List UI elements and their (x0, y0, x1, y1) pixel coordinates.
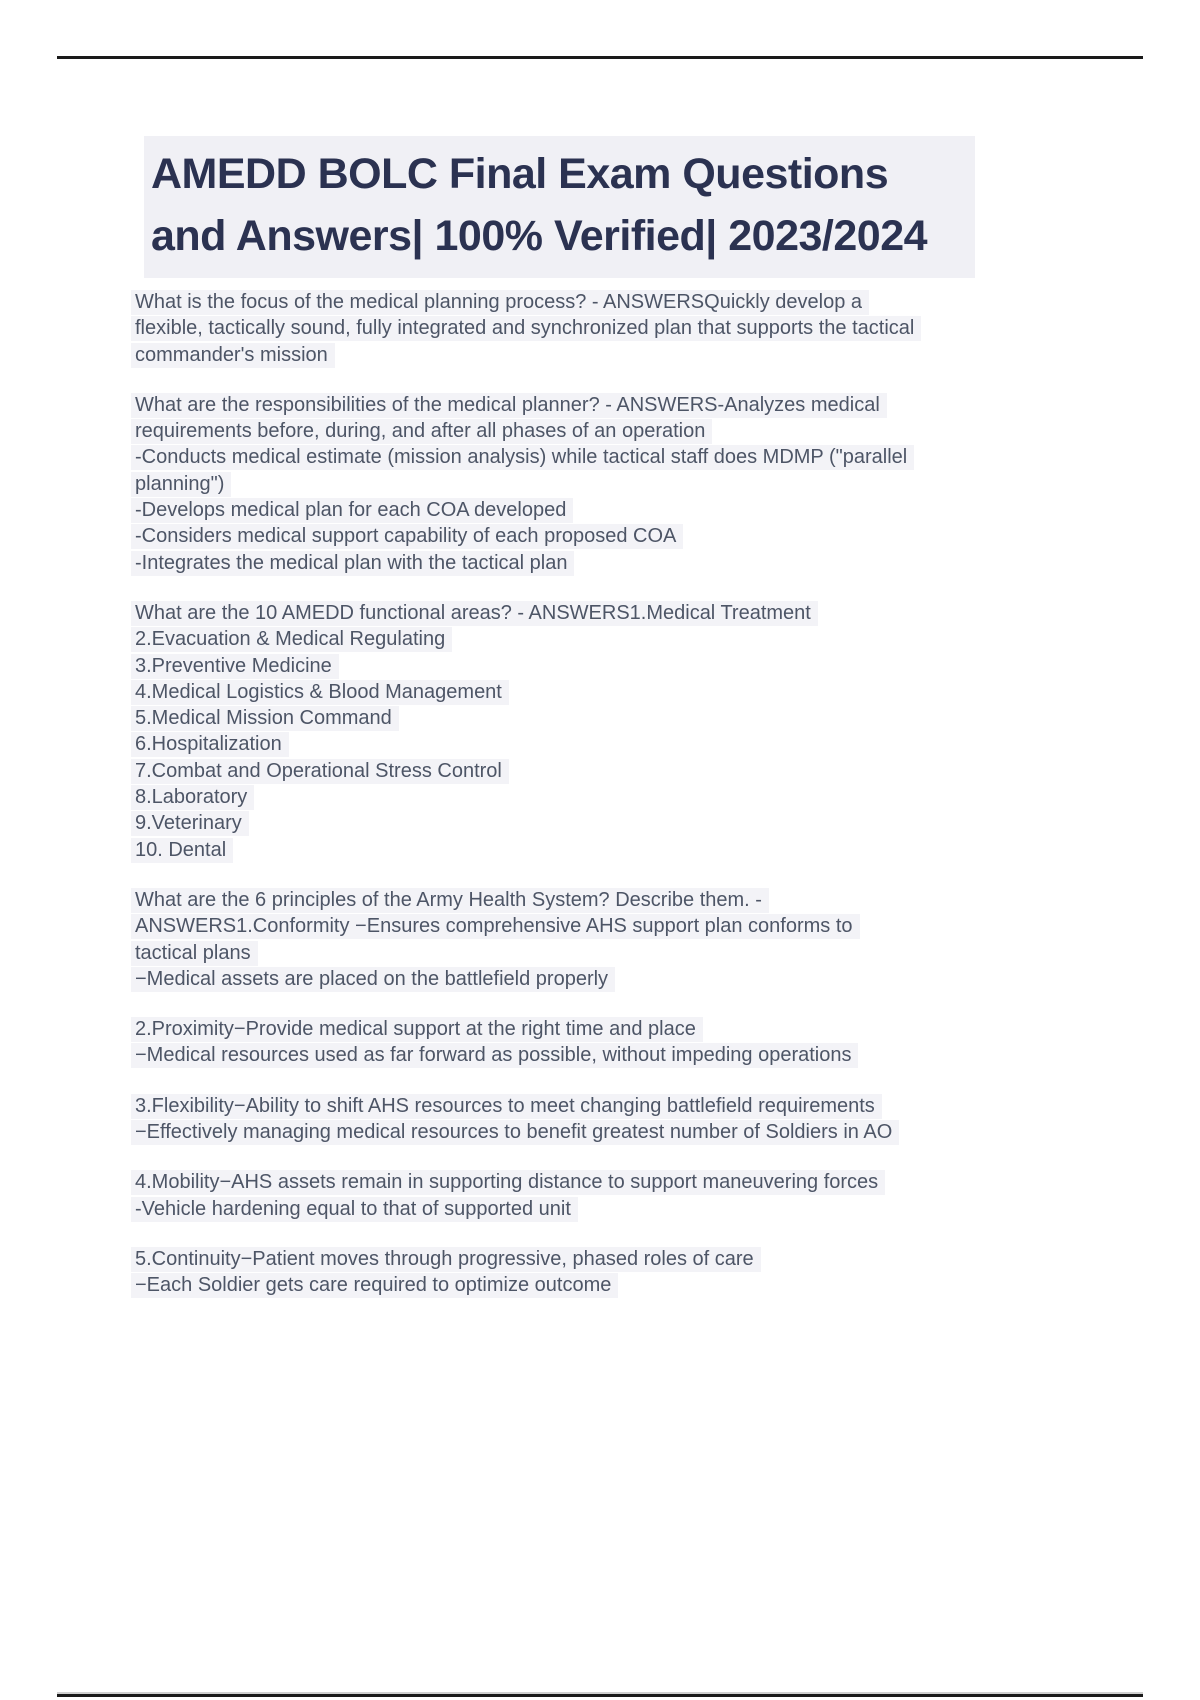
text-line (135, 392, 1145, 418)
text-line (135, 758, 1145, 784)
top-rule (57, 56, 1143, 59)
text-line (135, 315, 1145, 341)
highlighted-text: 5.Medical Mission Command (131, 706, 399, 731)
text-line (135, 1119, 1145, 1145)
highlighted-text: tactical plans (131, 941, 258, 966)
highlighted-text: 7.Combat and Operational Stress Control (131, 759, 509, 784)
text-line (135, 705, 1145, 731)
highlighted-text: What are the 10 AMEDD functional areas? - ANSWERS1.Medical Treatment (131, 601, 818, 626)
highlighted-text: 3.Preventive Medicine (131, 654, 339, 679)
text-line (135, 1169, 1145, 1195)
text-line (135, 653, 1145, 679)
highlighted-text: What are the 6 principles of the Army Health System? Describe them. - (131, 888, 769, 913)
highlighted-text: -Considers medical support capability of each proposed COA (131, 524, 683, 549)
title-line-1: AMEDD BOLC Final Exam Questions (151, 150, 889, 198)
text-line (135, 1246, 1145, 1272)
text-line (135, 810, 1145, 836)
text-line (135, 966, 1145, 992)
highlighted-text: What is the focus of the medical planning process? - ANSWERSQuickly develop a (131, 290, 869, 315)
text-line (135, 600, 1145, 626)
highlighted-text: 5.Continuity−Patient moves through progressive, phased roles of care (131, 1247, 761, 1272)
text-line (135, 1042, 1145, 1068)
text-line (135, 342, 1145, 368)
document-body (135, 289, 1145, 1323)
highlighted-text: flexible, tactically sound, fully integrated and synchronized plan that supports the tactical (131, 316, 921, 341)
highlighted-text: -Integrates the medical plan with the tactical plan (131, 551, 574, 576)
paragraph (135, 1093, 1145, 1146)
highlighted-text: 10. Dental (131, 838, 233, 863)
highlighted-text: ANSWERS1.Conformity −Ensures comprehensive AHS support plan conforms to (131, 914, 860, 939)
text-line (135, 550, 1145, 576)
highlighted-text: 4.Mobility−AHS assets remain in supporting distance to support maneuvering forces (131, 1170, 885, 1195)
text-line (135, 1196, 1145, 1222)
text-line (135, 1016, 1145, 1042)
text-line (135, 940, 1145, 966)
highlighted-text: 8.Laboratory (131, 785, 254, 810)
paragraph (135, 600, 1145, 863)
text-line (135, 731, 1145, 757)
highlighted-text: −Effectively managing medical resources to benefit greatest number of Soldiers in AO (131, 1120, 899, 1145)
text-line (135, 679, 1145, 705)
title-line-2: and Answers| 100% Verified| 2023/2024 (151, 212, 928, 260)
text-line (135, 497, 1145, 523)
text-line (135, 784, 1145, 810)
paragraph (135, 1016, 1145, 1069)
paragraph (135, 1169, 1145, 1222)
text-line (135, 913, 1145, 939)
text-line (135, 1272, 1145, 1298)
highlighted-text: −Each Soldier gets care required to optimize outcome (131, 1273, 618, 1298)
text-line (135, 471, 1145, 497)
text-line (135, 444, 1145, 470)
paragraph (135, 289, 1145, 368)
paragraph (135, 1246, 1145, 1299)
paragraph (135, 887, 1145, 992)
text-line (135, 1093, 1145, 1119)
bottom-rule (57, 1694, 1143, 1697)
highlighted-text: 9.Veterinary (131, 811, 249, 836)
highlighted-text: commander's mission (131, 343, 335, 368)
highlighted-text: 2.Evacuation & Medical Regulating (131, 627, 452, 652)
text-line (135, 289, 1145, 315)
highlighted-text: 6.Hospitalization (131, 732, 289, 757)
highlighted-text: -Conducts medical estimate (mission analysis) while tactical staff does MDMP ("parallel (131, 445, 914, 470)
text-line (135, 837, 1145, 863)
highlighted-text: -Vehicle hardening equal to that of supported unit (131, 1197, 578, 1222)
text-line (135, 887, 1145, 913)
highlighted-text: requirements before, during, and after all phases of an operation (131, 419, 712, 444)
text-line (135, 626, 1145, 652)
highlighted-text: planning") (131, 472, 231, 497)
paragraph (135, 392, 1145, 576)
text-line (135, 523, 1145, 549)
highlighted-text: -Develops medical plan for each COA developed (131, 498, 573, 523)
text-line (135, 418, 1145, 444)
highlighted-text: 3.Flexibility−Ability to shift AHS resources to meet changing battlefield requirements (131, 1094, 882, 1119)
highlighted-text: 4.Medical Logistics & Blood Management (131, 680, 509, 705)
highlighted-text: 2.Proximity−Provide medical support at the right time and place (131, 1017, 703, 1042)
highlighted-text: −Medical resources used as far forward as possible, without impeding operations (131, 1043, 858, 1068)
document-title (144, 136, 975, 278)
highlighted-text: What are the responsibilities of the medical planner? - ANSWERS-Analyzes medical (131, 393, 887, 418)
highlighted-text: −Medical assets are placed on the battlefield properly (131, 967, 615, 992)
